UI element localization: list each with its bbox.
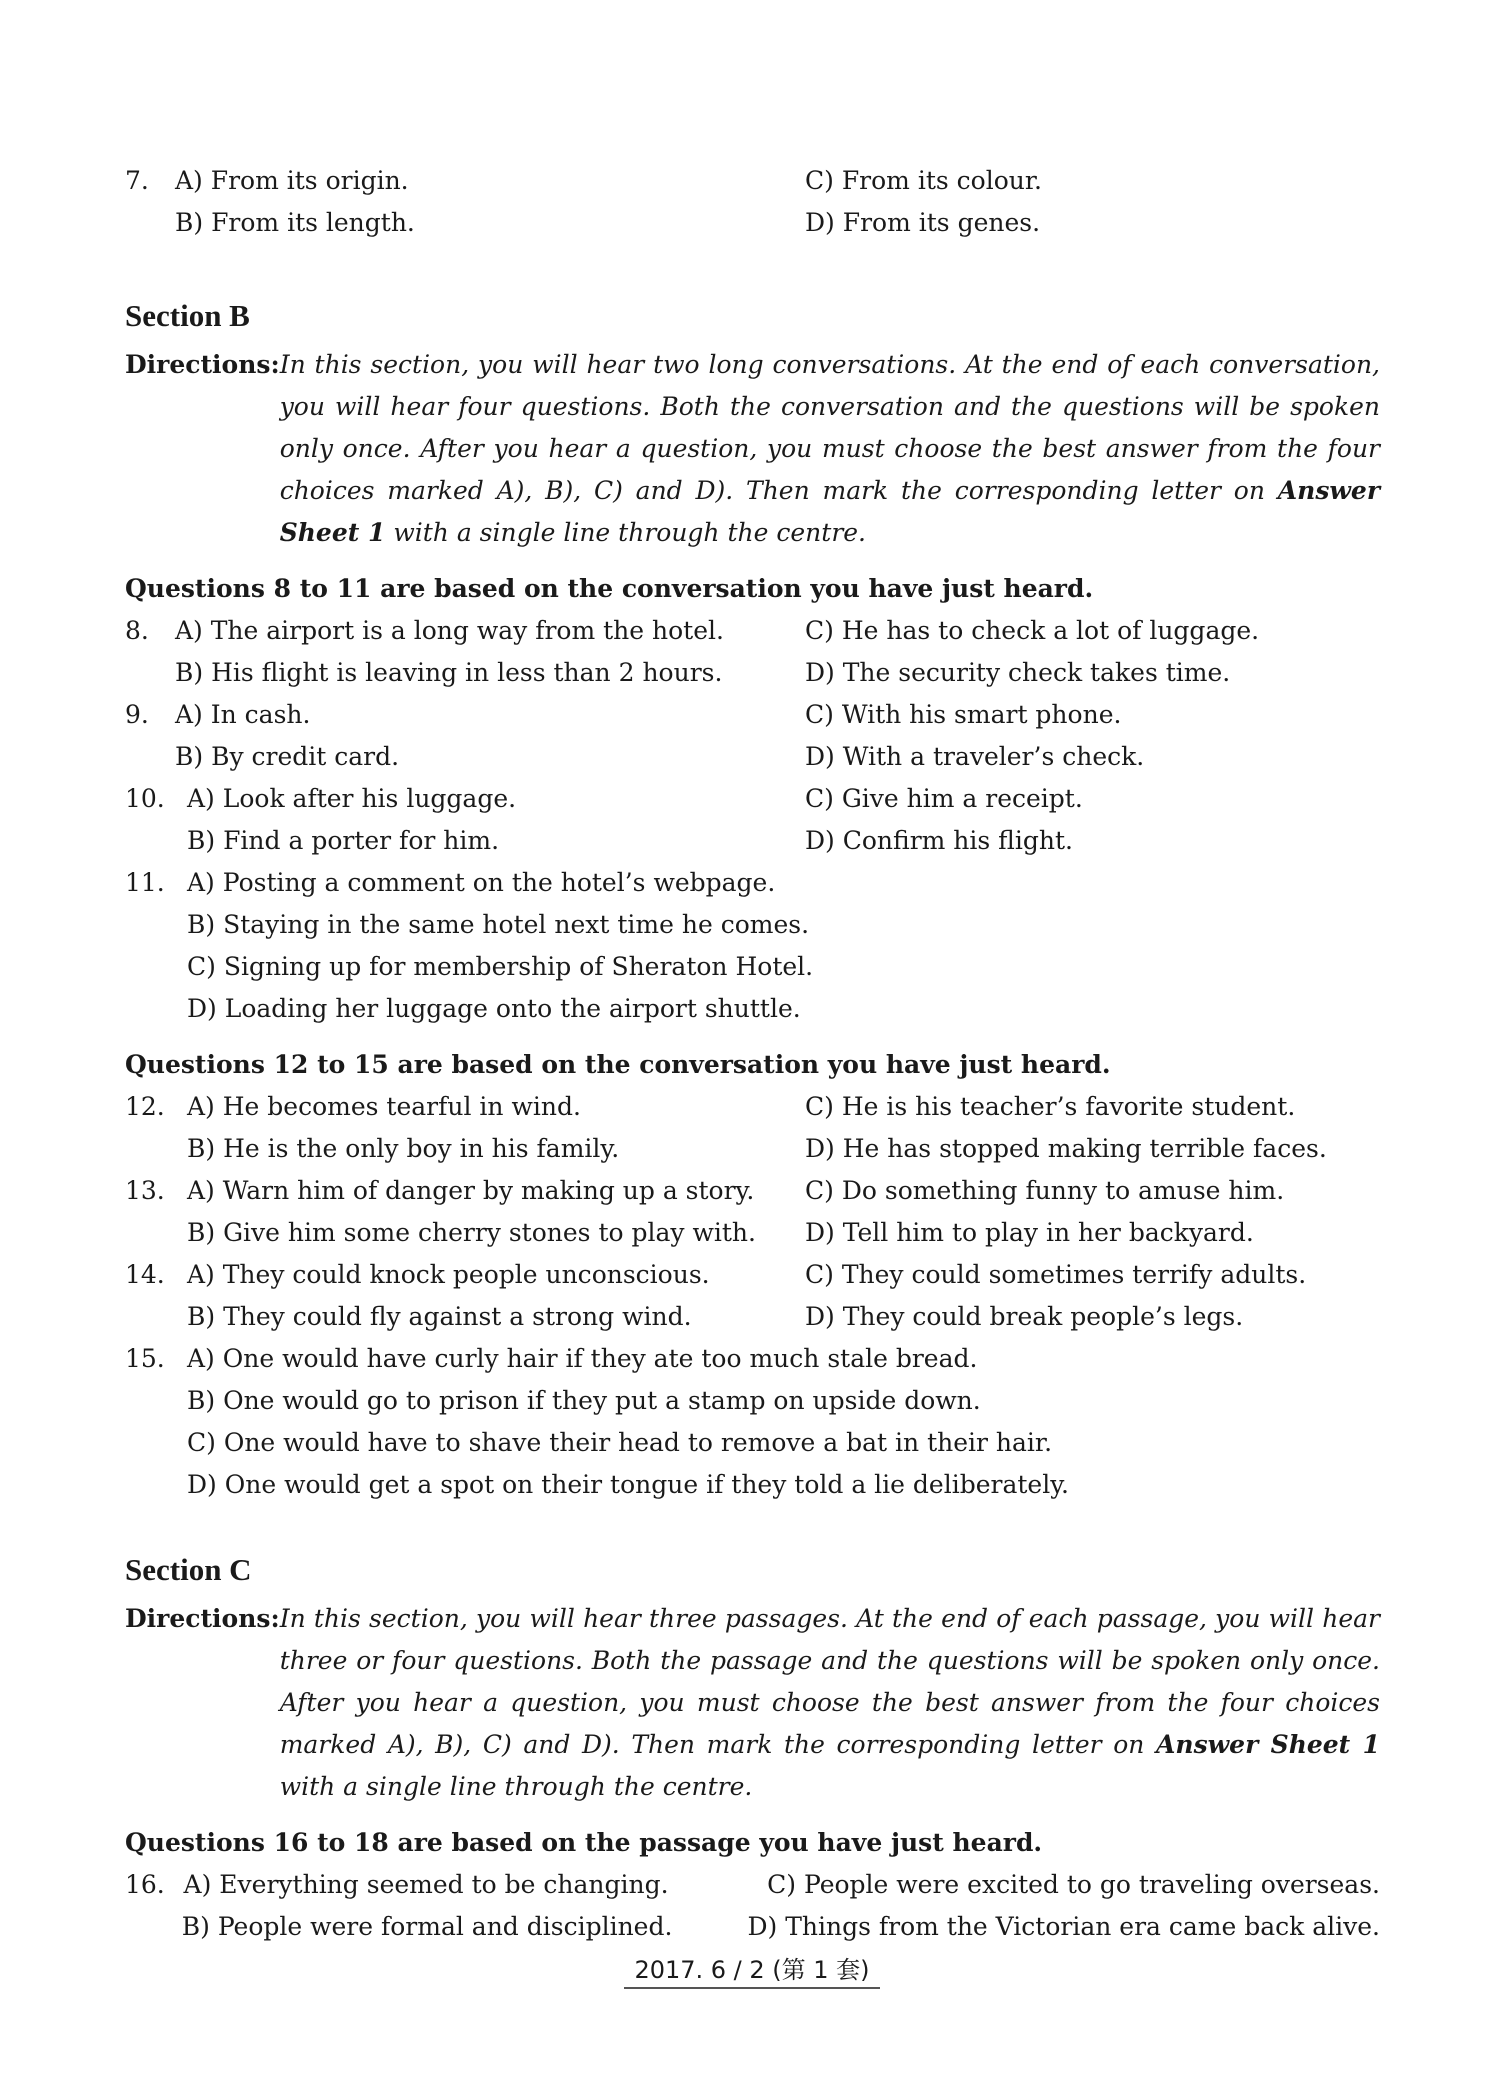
group-heading-16-18: Questions 16 to 18 are based on the passage you have just heard. <box>125 1828 1043 1857</box>
directions-text: In this section, you will hear two long conversations. At the end of each conversation, you will hear four questions. Both the conversation and the questions will be spoken only once. After you hear a question, you must choose the best answer from the four choices marked A), B), C) and D). Then mark the corresponding letter on Answer Sheet 1 with a single line through the centre. <box>279 350 1380 547</box>
question-13-row-1 <box>125 1170 1380 1212</box>
answer-sheet-ref: Answer Sheet 1 <box>279 476 1380 547</box>
option-d: D) Tell him to play in her backyard. <box>805 1218 1254 1247</box>
option-b: B) Staying in the same hotel next time he comes. <box>187 910 810 939</box>
question-11-option-d <box>125 988 1380 1030</box>
question-10-row-2 <box>125 820 1380 862</box>
question-15-option-b <box>125 1380 1380 1422</box>
option-d: D) The security check takes time. <box>805 658 1231 687</box>
option-b: B) Find a porter for him. <box>187 826 500 855</box>
option-d: D) With a traveler’s check. <box>805 742 1145 771</box>
option-a: A) Look after his luggage. <box>187 784 517 813</box>
option-b: B) They could fly against a strong wind. <box>187 1302 692 1331</box>
question-9-row-2 <box>125 736 1380 778</box>
option-d: D) From its genes. <box>805 208 1041 237</box>
option-c: C) Give him a receipt. <box>805 784 1083 813</box>
option-a: A) They could knock people unconscious. <box>187 1260 710 1289</box>
section-c-title: Section C <box>125 1552 252 1587</box>
option-c: C) Do something funny to amuse him. <box>805 1176 1285 1205</box>
option-b: B) His flight is leaving in less than 2 hours. <box>175 658 723 687</box>
answer-sheet-ref: Answer Sheet 1 <box>1156 1730 1380 1759</box>
option-d: D) He has stopped making terrible faces. <box>805 1134 1327 1163</box>
question-13-row-2 <box>125 1212 1380 1254</box>
question-number: 13. <box>125 1176 165 1205</box>
question-16-row-2 <box>125 1906 1380 1948</box>
directions-label: Directions: <box>125 1604 280 1633</box>
option-a: A) Warn him of danger by making up a story. <box>187 1176 755 1205</box>
section-b-directions <box>125 344 1380 554</box>
option-b: B) Give him some cherry stones to play with. <box>187 1218 756 1247</box>
question-number: 12. <box>125 1092 165 1121</box>
option-c: C) People were excited to go traveling overseas. <box>767 1870 1380 1899</box>
question-10-row-1 <box>125 778 1380 820</box>
question-number: 15. <box>125 1344 165 1373</box>
option-c: C) He has to check a lot of luggage. <box>805 616 1260 645</box>
option-b: B) From its length. <box>175 208 415 237</box>
question-11-option-c <box>125 946 1380 988</box>
option-c: C) He is his teacher’s favorite student. <box>805 1092 1296 1121</box>
question-9-row-1 <box>125 694 1380 736</box>
question-15-option-a <box>125 1338 1380 1380</box>
question-11-option-a <box>125 862 1380 904</box>
question-number: 8. <box>125 616 149 645</box>
option-b: B) He is the only boy in his family. <box>187 1134 620 1163</box>
option-d: D) One would get a spot on their tongue if they told a lie deliberately. <box>187 1470 1069 1499</box>
option-b: B) People were formal and disciplined. <box>181 1912 673 1941</box>
option-a: A) Everything seemed to be changing. <box>183 1870 669 1899</box>
question-number: 10. <box>125 784 165 813</box>
option-d: D) Confirm his flight. <box>805 826 1073 855</box>
question-number: 11. <box>125 868 165 897</box>
page-number-label: 2017. 6 / 2 (第 1 套) <box>624 1950 879 1989</box>
option-b: B) One would go to prison if they put a stamp on upside down. <box>187 1386 981 1415</box>
question-12-row-1 <box>125 1086 1380 1128</box>
question-8-row-2 <box>125 652 1380 694</box>
group-heading-8-11: Questions 8 to 11 are based on the conversation you have just heard. <box>125 574 1094 603</box>
option-a: A) He becomes tearful in wind. <box>187 1092 581 1121</box>
question-7-row-1 <box>125 160 1380 202</box>
question-15-option-d <box>125 1464 1380 1506</box>
option-b: B) By credit card. <box>175 742 400 771</box>
option-d: D) Loading her luggage onto the airport shuttle. <box>187 994 801 1023</box>
question-number: 16. <box>125 1870 165 1899</box>
question-number: 7. <box>125 166 149 195</box>
option-c: C) From its colour. <box>805 166 1042 195</box>
option-d: D) They could break people’s legs. <box>805 1302 1244 1331</box>
question-11-option-b <box>125 904 1380 946</box>
section-c-directions <box>125 1598 1380 1808</box>
question-16-row-1 <box>125 1864 1380 1906</box>
page-footer <box>0 1950 1504 1989</box>
option-c: C) With his smart phone. <box>805 700 1122 729</box>
question-14-row-2 <box>125 1296 1380 1338</box>
question-number: 14. <box>125 1260 165 1289</box>
option-a: A) From its origin. <box>175 166 409 195</box>
question-number: 9. <box>125 700 149 729</box>
option-c: C) Signing up for membership of Sheraton Hotel. <box>187 952 814 981</box>
group-heading-12-15: Questions 12 to 15 are based on the conversation you have just heard. <box>125 1050 1111 1079</box>
option-a: A) The airport is a long way from the hotel. <box>175 616 724 645</box>
option-a: A) One would have curly hair if they ate too much stale bread. <box>187 1344 978 1373</box>
directions-text: In this section, you will hear three passages. At the end of each passage, you will hear three or four questions. Both the passage and the questions will be spoken only once. After you hear a question, you must choose the best answer from the four choices marked A), B), C) and D). Then mark the corresponding letter on Answer Sheet 1 with a single line through the centre. <box>279 1604 1380 1801</box>
option-a: A) Posting a comment on the hotel’s webpage. <box>187 868 776 897</box>
question-12-row-2 <box>125 1128 1380 1170</box>
question-8-row-1 <box>125 610 1380 652</box>
directions-label: Directions: <box>125 350 280 379</box>
option-d: D) Things from the Victorian era came back alive. <box>747 1912 1380 1941</box>
question-14-row-1 <box>125 1254 1380 1296</box>
question-15-option-c <box>125 1422 1380 1464</box>
option-c: C) They could sometimes terrify adults. <box>805 1260 1307 1289</box>
option-c: C) One would have to shave their head to remove a bat in their hair. <box>187 1428 1053 1457</box>
question-7-row-2 <box>125 202 1380 244</box>
option-a: A) In cash. <box>175 700 311 729</box>
exam-page <box>125 160 1380 1948</box>
section-b-title: Section B <box>125 298 250 333</box>
